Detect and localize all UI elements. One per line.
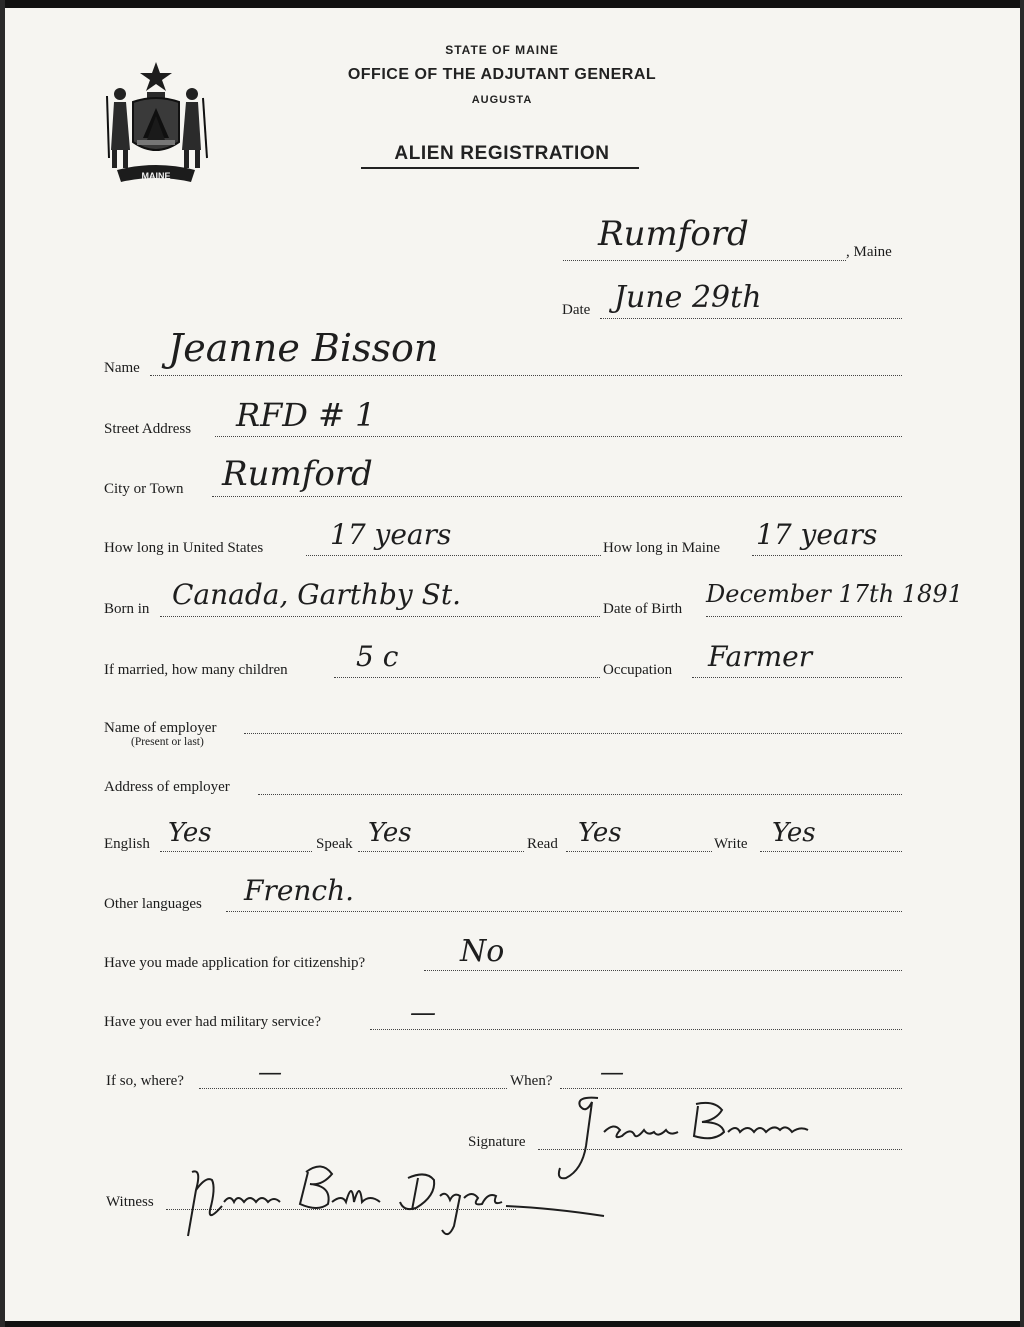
citizenship-value: No (460, 934, 505, 969)
when-line (560, 1088, 902, 1089)
read-label: Read (527, 836, 558, 852)
scan-border-bottom (0, 1321, 1024, 1327)
date-label: Date (562, 302, 591, 318)
city-label: City or Town (104, 481, 184, 497)
employer-name-label: Name of employer (104, 720, 217, 736)
form-title: ALIEN REGISTRATION (394, 143, 610, 164)
scan-border-right (1020, 0, 1024, 1327)
children-value: 5 c (356, 640, 399, 673)
read-line (566, 851, 712, 852)
how-long-us-label: How long in United States (104, 540, 264, 556)
header-state: STATE OF MAINE (445, 43, 559, 57)
svg-text:MAINE: MAINE (141, 171, 171, 181)
town-value: Rumford (598, 214, 749, 254)
city-line (212, 496, 902, 497)
when-label: When? (510, 1073, 553, 1089)
witness-label: Witness (106, 1194, 154, 1210)
scan-border-left (0, 0, 5, 1327)
name-label: Name (104, 360, 140, 376)
how-long-maine-line (752, 555, 902, 556)
employer-name-line (244, 733, 902, 734)
write-line (760, 851, 902, 852)
date-line (600, 318, 902, 319)
military-line (370, 1029, 902, 1030)
how-long-maine-label: How long in Maine (603, 540, 721, 556)
english-label: English (104, 836, 150, 852)
where-value: — (258, 1058, 282, 1086)
english-value: Yes (168, 818, 212, 848)
military-label: Have you ever had military service? (104, 1014, 321, 1030)
occupation-line (692, 677, 902, 678)
header-city: AUGUSTA (471, 94, 533, 106)
write-value: Yes (772, 818, 816, 848)
where-label: If so, where? (106, 1073, 184, 1089)
how-long-us-value: 17 years (330, 518, 452, 551)
employer-address-line (258, 794, 902, 795)
english-line (160, 851, 312, 852)
other-languages-value: French. (244, 874, 355, 907)
speak-label: Speak (316, 836, 353, 852)
speak-value: Yes (368, 818, 412, 848)
name-value: Jeanne Bisson (168, 326, 439, 370)
date-of-birth-value: December 17th 1891 (706, 580, 963, 608)
street-address-label: Street Address (104, 421, 192, 437)
when-value: — (600, 1058, 624, 1086)
write-label: Write (714, 836, 748, 852)
date-of-birth-line (706, 616, 902, 617)
how-long-us-line (306, 555, 601, 556)
date-of-birth-label: Date of Birth (603, 601, 683, 617)
military-value: — (410, 998, 436, 1028)
other-languages-label: Other languages (104, 896, 202, 912)
scan-border-top (0, 0, 1024, 8)
occupation-value: Farmer (708, 640, 813, 673)
town-suffix: , Maine (846, 244, 892, 260)
how-long-maine-value: 17 years (756, 518, 878, 551)
where-line (199, 1088, 507, 1089)
born-in-line (160, 616, 600, 617)
street-address-line (215, 436, 902, 437)
city-value: Rumford (222, 454, 373, 494)
other-languages-line (226, 911, 902, 912)
citizenship-line (424, 970, 902, 971)
header-office: OFFICE OF THE ADJUTANT GENERAL (347, 66, 657, 83)
children-label: If married, how many children (104, 662, 288, 678)
occupation-label: Occupation (603, 662, 673, 678)
title-underline (361, 167, 639, 169)
town-line (563, 260, 846, 261)
signature-label: Signature (468, 1134, 526, 1150)
read-value: Yes (578, 818, 622, 848)
born-in-value: Canada, Garthby St. (172, 578, 461, 611)
street-address-value: RFD # 1 (236, 396, 376, 434)
born-in-label: Born in (104, 601, 150, 617)
citizenship-label: Have you made application for citizenship? (104, 955, 366, 971)
children-line (334, 677, 600, 678)
employer-address-label: Address of employer (104, 779, 230, 795)
employer-note: (Present or last) (131, 736, 204, 748)
date-value: June 29th (614, 280, 762, 315)
witness-signature (172, 1150, 612, 1245)
speak-line (358, 851, 524, 852)
name-line (150, 375, 902, 376)
